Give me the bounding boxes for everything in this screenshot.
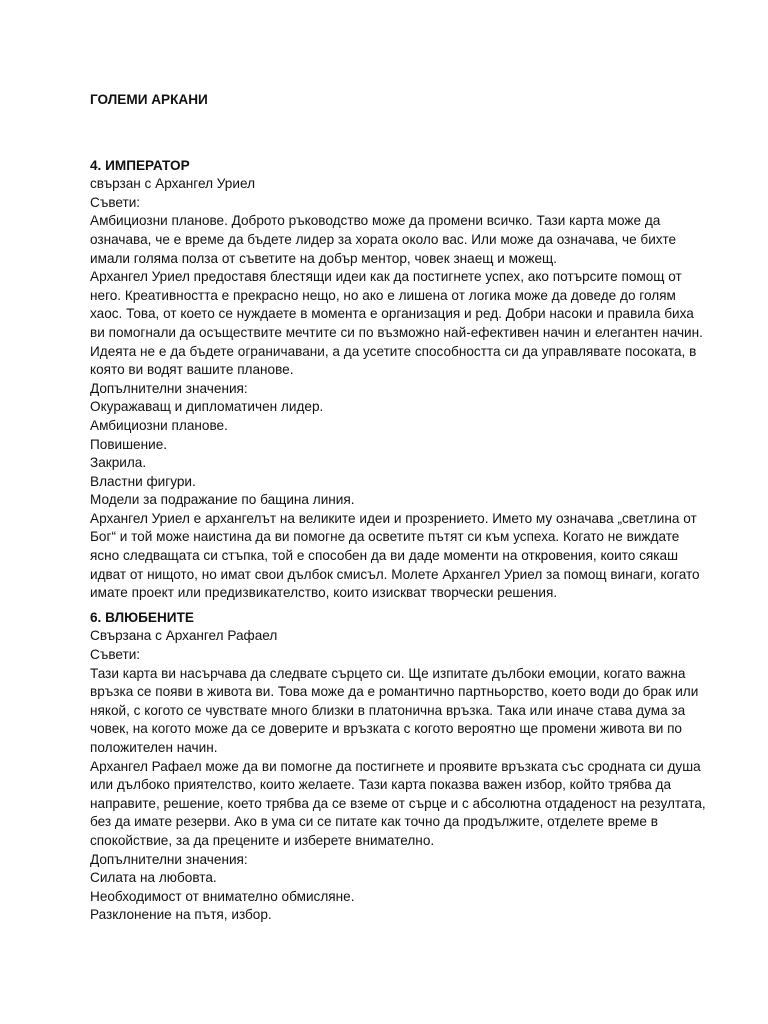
advice-label: Съвети: bbox=[90, 194, 141, 210]
section-subtitle: Свързана с Архангел Рафаел bbox=[90, 628, 278, 644]
list-item: Силата на любовта. bbox=[90, 870, 217, 886]
list-item: Закрила. bbox=[90, 455, 147, 471]
document-title: ГОЛЕМИ АРКАНИ bbox=[90, 92, 208, 107]
closing-paragraph: Архангел Уриел е архангелът на великите идеи и прозрението. Името му означава „светлина от Бог“ и той може наистина да ви помогне да осветите пътят си към успеха. Когато не виждате ясно следващата си стъпка, той е способен да ви даде моменти на откровения, които сякаш идват от нищото, но имат свои дълбок смисъл. Молете Архангел Уриел за помощ винаги, когато имате проект или предизвикателство, които изискват творчески решения. bbox=[90, 510, 700, 601]
list-item: Повишение. bbox=[90, 436, 168, 452]
paragraph: Архангел Уриел предоставя блестящи идеи как да постигнете успех, ако потърсите помощ от него. Креативността е прекрасно нещо, но ако е лишена от логика може да доведе до голям хаос. Това, от което се нуждаете в момента е организация и ред. Добри насоки и правила биха ви помогнали да осъществите мечтите си по възможно най-ефективен начин и елегантен начин. Идеята не е да бъдете ограничавани, а да усетите способността си да управлявате посоката, в която ви водят вашите планове. bbox=[90, 269, 703, 378]
list-item: Необходимост от внимателно обмисляне. bbox=[90, 888, 355, 904]
section-heading: 4. ИМПЕРАТОР bbox=[90, 157, 190, 173]
list-item: Модели за подражание по бащина линия. bbox=[90, 492, 355, 508]
extra-meanings-label: Допълнителни значения: bbox=[90, 380, 248, 396]
section-emperor bbox=[90, 157, 708, 603]
list-item: Разклонение на пътя, избор. bbox=[90, 907, 272, 923]
advice-label: Съвети: bbox=[90, 647, 141, 663]
list-item: Окуражаващ и дипломатичен лидер. bbox=[90, 399, 324, 415]
section-heading: 6. ВЛЮБЕНИТЕ bbox=[90, 609, 194, 625]
list-item: Амбициозни планове. bbox=[90, 417, 228, 433]
paragraph: Амбициозни планове. Доброто ръководство може да промени всичко. Тази карта може да означава, че е време да бъдете лидер за хората около вас. Или може да означава, че бихте имали голяма полза от съветите на добър ментор, човек знаещ и можещ. bbox=[90, 213, 677, 266]
paragraph: Тази карта ви насърчава да следвате сърцето си. Ще изпитате дълбоки емоции, когато важна връзка се появи в живота ви. Това може да е романтично партньорство, което води до брак или някой, с когото се чувствате много близки в платонична връзка. Така или иначе става дума за човек, на когото може да се доверите и връзката с когото вероятно ще промени живота ви по положителен начин. bbox=[90, 665, 699, 755]
section-lovers bbox=[90, 609, 708, 925]
list-item: Властни фигури. bbox=[90, 473, 196, 489]
paragraph: Архангел Рафаел може да ви помогне да постигнете и проявите връзката със сродната си душа или дълбоко приятелство, които желаете. Тази карта показва важен избор, който трябва да направите, решение, което трябва да се вземе от сърце и с абсолютна отдаденост на резултата, без да имате резерви. Ако в ума си се питате как точно да продължите, отделете време в спокойствие, за да прецените и изберете внимателно. bbox=[90, 758, 706, 848]
extra-meanings-label: Допълнителни значения: bbox=[90, 851, 248, 867]
section-subtitle: свързан с Архангел Уриел bbox=[90, 176, 256, 192]
